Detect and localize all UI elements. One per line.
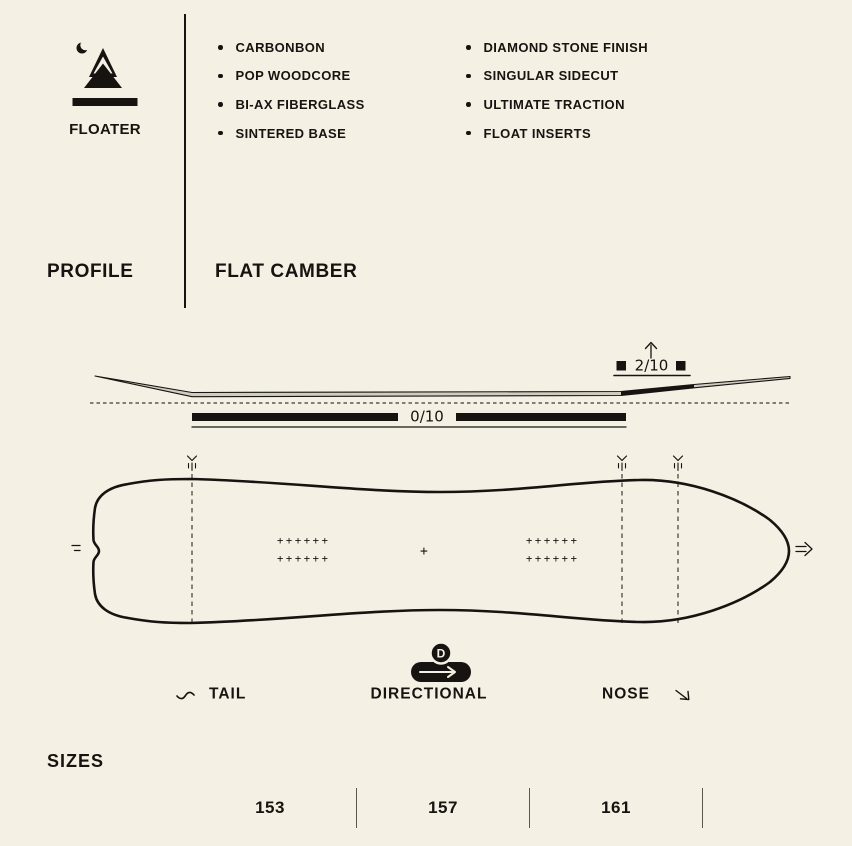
camber-profile-diagram: [0, 335, 852, 435]
camber-rating: [192, 408, 626, 428]
brand-name: FLOATER: [69, 121, 141, 138]
logo-base-bar: [73, 98, 138, 106]
board-side-profile: [95, 376, 790, 397]
bullet-icon: [218, 45, 223, 50]
shape-labels: [177, 686, 689, 703]
feature-item: [466, 33, 648, 62]
board-top-view-diagram: [0, 448, 852, 706]
size-option: 157: [357, 788, 530, 828]
nose-edge-arrow-icon: [796, 543, 812, 556]
feature-label: CARBONBON: [235, 39, 326, 55]
size-option: 153: [184, 788, 357, 828]
nose-lift-value: 2/10: [634, 356, 669, 375]
bullet-icon: [218, 131, 223, 136]
nose-diagonal-arrow-icon: [676, 691, 689, 700]
moon-icon: [77, 40, 91, 53]
reference-mark-tail: [188, 456, 197, 626]
tail-label: TAIL: [209, 685, 247, 703]
profile-value: FLAT CAMBER: [215, 261, 358, 282]
directional-label: DIRECTIONAL: [370, 685, 488, 703]
insert-row: ++++++: [277, 553, 331, 565]
feature-item: [218, 119, 365, 148]
nose-lift-indicator: [614, 343, 690, 376]
feature-list-left: [218, 33, 365, 147]
feature-item: [466, 62, 648, 91]
label-square-right: [676, 361, 686, 371]
feature-label: SINGULAR SIDECUT: [483, 68, 619, 84]
nose-label: NOSE: [602, 685, 650, 703]
sizes-heading: SIZES: [47, 751, 105, 771]
camber-value: 0/10: [410, 407, 444, 426]
directional-badge: [411, 643, 471, 683]
feature-label: ULTIMATE TRACTION: [483, 96, 625, 112]
feature-label: BI-AX FIBERGLASS: [235, 96, 365, 112]
header-divider: [184, 14, 186, 308]
bullet-icon: [218, 74, 223, 79]
feature-label: DIAMOND STONE FINISH: [483, 39, 648, 55]
insert-row: ++++++: [526, 553, 580, 565]
brand-logo: [72, 40, 138, 108]
bullet-icon: [466, 45, 471, 50]
bullet-icon: [466, 131, 471, 136]
bullet-icon: [466, 74, 471, 79]
feature-label: FLOAT INSERTS: [483, 125, 592, 141]
tree-mountain-icon: [73, 48, 138, 106]
feature-item: [466, 119, 648, 148]
feature-item: [218, 33, 365, 62]
center-mark: +: [420, 544, 428, 559]
direction-letter: D: [436, 646, 446, 661]
insert-row: ++++++: [277, 535, 331, 547]
feature-item: [466, 90, 648, 119]
feature-item: [218, 90, 365, 119]
sizes-row: [184, 788, 703, 828]
camber-bar-right: [456, 413, 626, 421]
label-square-left: [617, 361, 627, 371]
chevron-down-icon: [674, 456, 683, 461]
bullet-icon: [218, 102, 223, 107]
tail-wave-icon: [177, 692, 194, 698]
feature-label: SINTERED BASE: [235, 125, 347, 141]
insert-pack-left: [277, 535, 331, 565]
feature-list-right: [466, 33, 648, 147]
insert-row: ++++++: [526, 535, 580, 547]
board-outline: [93, 479, 789, 623]
chevron-down-icon: [618, 456, 627, 461]
chevron-down-icon: [188, 456, 197, 461]
profile-heading: PROFILE: [47, 261, 134, 282]
tail-edge-marker: [72, 546, 80, 551]
size-option: 161: [530, 788, 703, 828]
insert-pack-right: [526, 535, 580, 565]
feature-item: [218, 62, 365, 91]
feature-label: POP WOODCORE: [235, 68, 351, 84]
bullet-icon: [466, 102, 471, 107]
camber-bar-left: [192, 413, 398, 421]
